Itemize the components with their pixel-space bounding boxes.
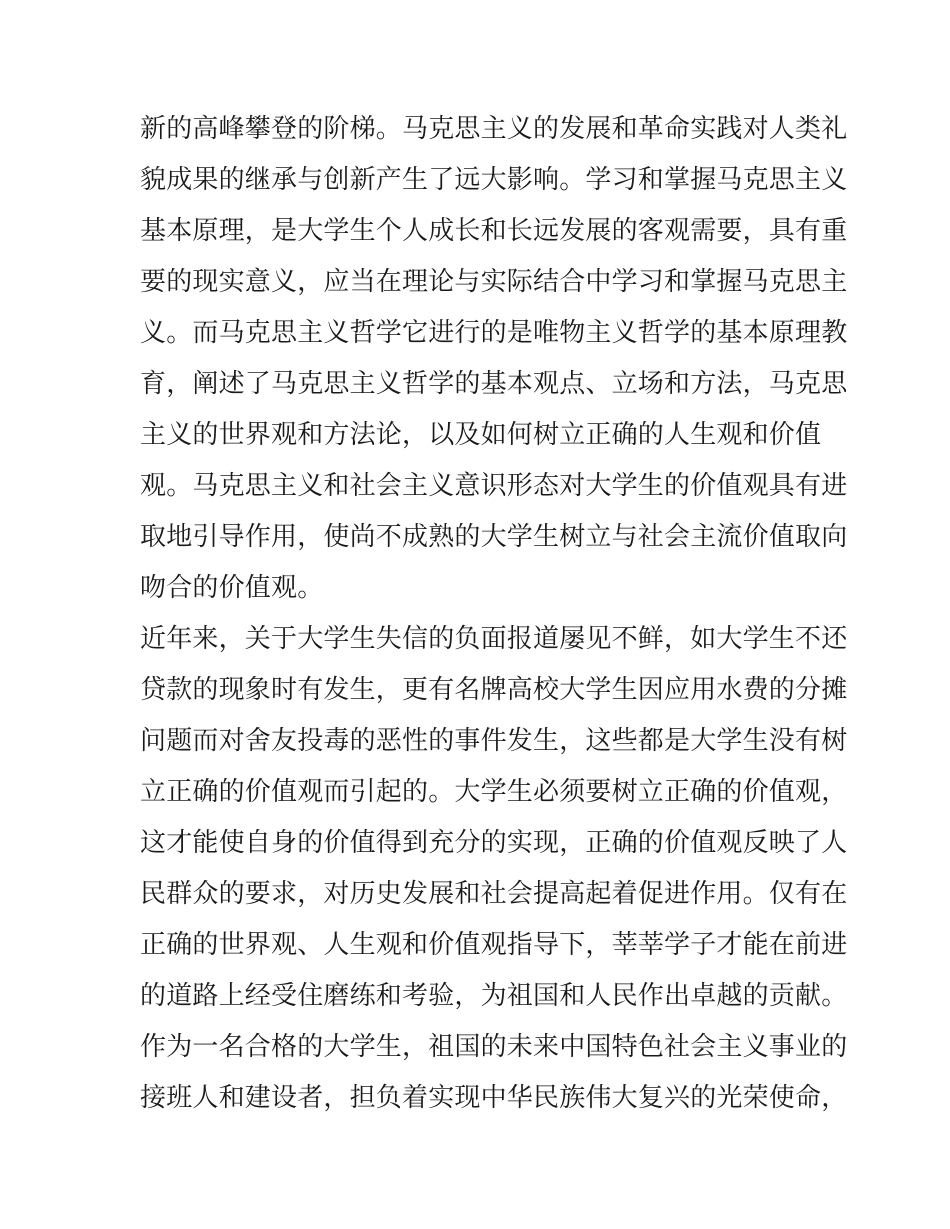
text-line: 这才能使自身的价值得到充分的实现，正确的价值观反映了人 [140,828,848,858]
text-line: 育，阐述了马克思主义哲学的基本观点、立场和方法，马克思 [140,369,848,399]
text-line: 观。马克思主义和社会主义意识形态对大学生的价值观具有进 [140,471,848,501]
text-line: 民群众的要求，对历史发展和社会提高起着促进作用。仅有在 [140,879,848,909]
text-line: 新的高峰攀登的阶梯。马克思主义的发展和革命实践对人类礼 [140,114,848,144]
text-line: 的道路上经受住磨练和考验，为祖国和人民作出卓越的贡献。 [140,981,848,1011]
text-line: 正确的世界观、人生观和价值观指导下，莘莘学子才能在前进 [140,930,848,960]
text-line: 义。而马克思主义哲学它进行的是唯物主义哲学的基本原理教 [140,318,848,348]
text-line: 主义的世界观和方法论，以及如何树立正确的人生观和价值 [140,420,822,450]
text-line: 要的现实意义，应当在理论与实际结合中学习和掌握马克思主 [140,267,848,297]
text-line: 立正确的价值观而引起的。大学生必须要树立正确的价值观， [140,777,848,807]
text-line: 接班人和建设者，担负着实现中华民族伟大复兴的光荣使命， [140,1083,848,1113]
text-line: 作为一名合格的大学生，祖国的未来中国特色社会主义事业的 [140,1032,848,1062]
text-line: 取地引导作用，使尚不成熟的大学生树立与社会主流价值取向 [140,522,848,552]
text-line: 贷款的现象时有发生，更有名牌高校大学生因应用水费的分摊 [140,675,848,705]
text-line: 貌成果的继承与创新产生了远大影响。学习和掌握马克思主义 [140,165,848,195]
text-line: 吻合的价值观。 [140,573,324,603]
text-line: 问题而对舍友投毒的恶性的事件发生，这些都是大学生没有树 [140,726,848,756]
text-line: 基本原理，是大学生个人成长和长远发展的客观需要，具有重 [140,216,848,246]
text-line: 近年来，关于大学生失信的负面报道屡见不鲜，如大学生不还 [140,624,848,654]
document-body [140,104,848,1124]
